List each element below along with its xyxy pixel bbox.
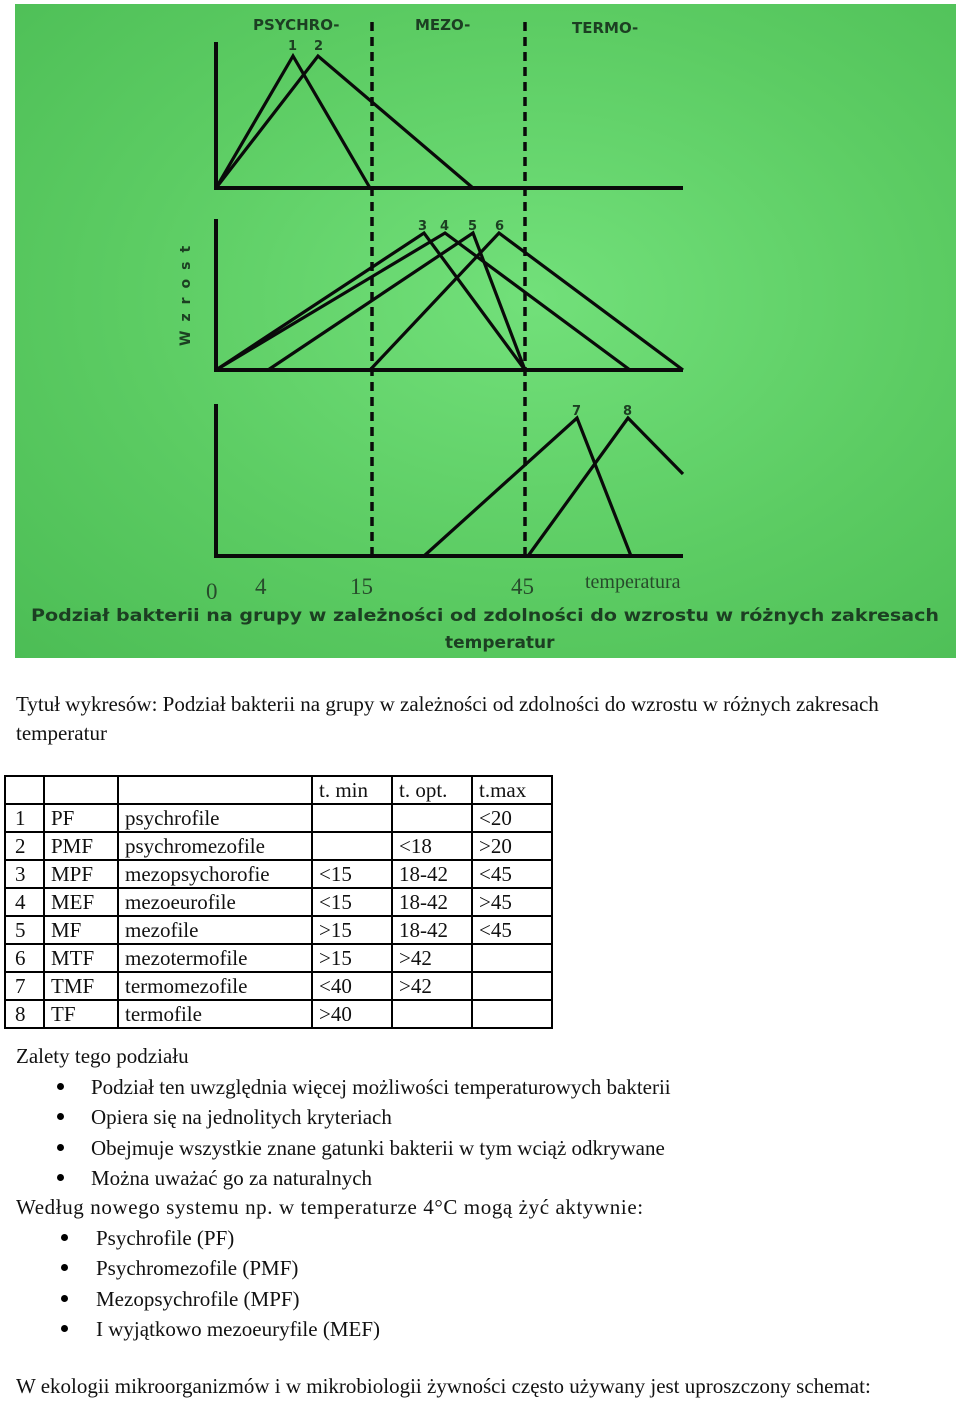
table-cell: termomezofile — [118, 972, 312, 1000]
table-cell: 18-42 — [392, 888, 472, 916]
figure-caption-line2: temperatur — [445, 633, 555, 653]
groups-table — [4, 775, 553, 1029]
x-tick-45: 45 — [511, 574, 534, 599]
table-header-cell — [44, 776, 118, 804]
table-cell: mezotermofile — [118, 944, 312, 972]
list-item: Podział ten uwzględnia więcej możliwości temperaturowych bakterii — [91, 1072, 671, 1102]
table-cell — [312, 832, 392, 860]
table-row — [5, 804, 552, 832]
table-cell: MEF — [44, 888, 118, 916]
x-tick-15: 15 — [350, 574, 373, 599]
y-axis-label: Wzrost — [178, 236, 194, 346]
advantages-list — [91, 1072, 671, 1193]
list-item: Opiera się na jednolitych kryteriach — [91, 1102, 671, 1132]
table-cell: 7 — [5, 972, 44, 1000]
table-cell — [312, 804, 392, 832]
table-row — [5, 1000, 552, 1028]
table-cell: 4 — [5, 888, 44, 916]
table-cell: >15 — [312, 944, 392, 972]
list-item: Psychromezofile (PMF) — [96, 1253, 380, 1283]
table-cell: PF — [44, 804, 118, 832]
table-cell: TF — [44, 1000, 118, 1028]
table-row — [5, 832, 552, 860]
label-termo: TERMO- — [572, 19, 639, 37]
label-psychro: PSYCHRO- — [253, 16, 340, 34]
table-cell: PMF — [44, 832, 118, 860]
table-cell: >42 — [392, 972, 472, 1000]
table-row — [5, 972, 552, 1000]
table-header-topt: t. opt. — [392, 776, 472, 804]
curve-number-5: 5 — [468, 219, 478, 234]
table-row — [5, 944, 552, 972]
new-system-list — [96, 1223, 380, 1344]
table-cell: mezofile — [118, 916, 312, 944]
curve-7 — [424, 418, 631, 556]
table-cell: <18 — [392, 832, 472, 860]
curve-number-2: 2 — [314, 39, 324, 54]
table-row — [5, 888, 552, 916]
table-cell: MPF — [44, 860, 118, 888]
table-row — [5, 916, 552, 944]
table-cell: psychromezofile — [118, 832, 312, 860]
curve-number-4: 4 — [440, 219, 450, 234]
x-axis-label: temperatura — [585, 571, 681, 593]
table-cell: mezoeurofile — [118, 888, 312, 916]
table-cell: 18-42 — [392, 916, 472, 944]
table-cell — [392, 1000, 472, 1028]
list-item: Psychrofile (PF) — [96, 1223, 380, 1253]
table-cell: <15 — [312, 888, 392, 916]
table-cell: <20 — [472, 804, 552, 832]
curve-number-6: 6 — [495, 219, 505, 234]
table-cell: 3 — [5, 860, 44, 888]
curve-number-8: 8 — [623, 404, 633, 419]
table-cell: >45 — [472, 888, 552, 916]
advantages-heading: Zalety tego podziału — [16, 1044, 189, 1068]
curve-1 — [216, 56, 370, 188]
table-cell — [392, 804, 472, 832]
table-cell: mezopsychorofie — [118, 860, 312, 888]
table-header-cell — [118, 776, 312, 804]
table-cell: <45 — [472, 916, 552, 944]
label-mezo: MEZO- — [415, 16, 471, 34]
figure-photo — [15, 4, 956, 658]
list-item: I wyjątkowo mezoeuryfile (MEF) — [96, 1314, 380, 1344]
curve-6 — [370, 233, 683, 370]
table-cell: MTF — [44, 944, 118, 972]
curve-4 — [216, 233, 630, 370]
table-cell: <40 — [312, 972, 392, 1000]
table-cell: 1 — [5, 804, 44, 832]
table-row — [5, 860, 552, 888]
x-tick-0: 0 — [206, 579, 218, 604]
table-header-tmin: t. min — [312, 776, 392, 804]
chart-title-caption: Tytuł wykresów: Podział bakterii na grupy w zależności od zdolności do wzrostu w różnych zakresach temperatur — [16, 692, 879, 745]
table-cell — [472, 972, 552, 1000]
panel2-axes — [216, 219, 683, 370]
table-cell — [472, 944, 552, 972]
curve-number-1: 1 — [288, 39, 298, 54]
table-cell: >40 — [312, 1000, 392, 1028]
list-item: Mezopsychrofile (MPF) — [96, 1284, 380, 1314]
table-header-tmax: t.max — [472, 776, 552, 804]
table-cell: >20 — [472, 832, 552, 860]
table-cell: 8 — [5, 1000, 44, 1028]
table-cell: <15 — [312, 860, 392, 888]
curve-number-7: 7 — [572, 404, 582, 419]
table-cell: 2 — [5, 832, 44, 860]
table-header-row — [5, 776, 552, 804]
curve-5 — [268, 233, 525, 370]
list-item: Można uważać go za naturalnych — [91, 1163, 671, 1193]
list-item: Obejmuje wszystkie znane gatunki bakterii w tym wciąż odkrywane — [91, 1133, 671, 1163]
table-cell: TMF — [44, 972, 118, 1000]
table-cell: termofile — [118, 1000, 312, 1028]
table-cell: <45 — [472, 860, 552, 888]
figure-caption-line1: Podział bakterii na grupy w zależności od zdolności do wzrostu w różnych zakresach — [31, 606, 939, 626]
table-cell: psychrofile — [118, 804, 312, 832]
table-cell: 5 — [5, 916, 44, 944]
footer-paragraph: W ekologii mikroorganizmów i w mikrobiologii żywności często używany jest uproszczony schemat: — [16, 1374, 871, 1398]
table-cell: 6 — [5, 944, 44, 972]
table-cell: MF — [44, 916, 118, 944]
curve-number-3: 3 — [418, 219, 428, 234]
x-tick-4: 4 — [255, 574, 267, 599]
table-header-cell — [5, 776, 44, 804]
table-cell: 18-42 — [392, 860, 472, 888]
table-cell: >42 — [392, 944, 472, 972]
table-cell: >15 — [312, 916, 392, 944]
table-cell — [472, 1000, 552, 1028]
new-system-intro: Według nowego systemu np. w temperaturze 4°C mogą żyć aktywnie: — [16, 1195, 644, 1219]
growth-diagram — [15, 4, 956, 658]
